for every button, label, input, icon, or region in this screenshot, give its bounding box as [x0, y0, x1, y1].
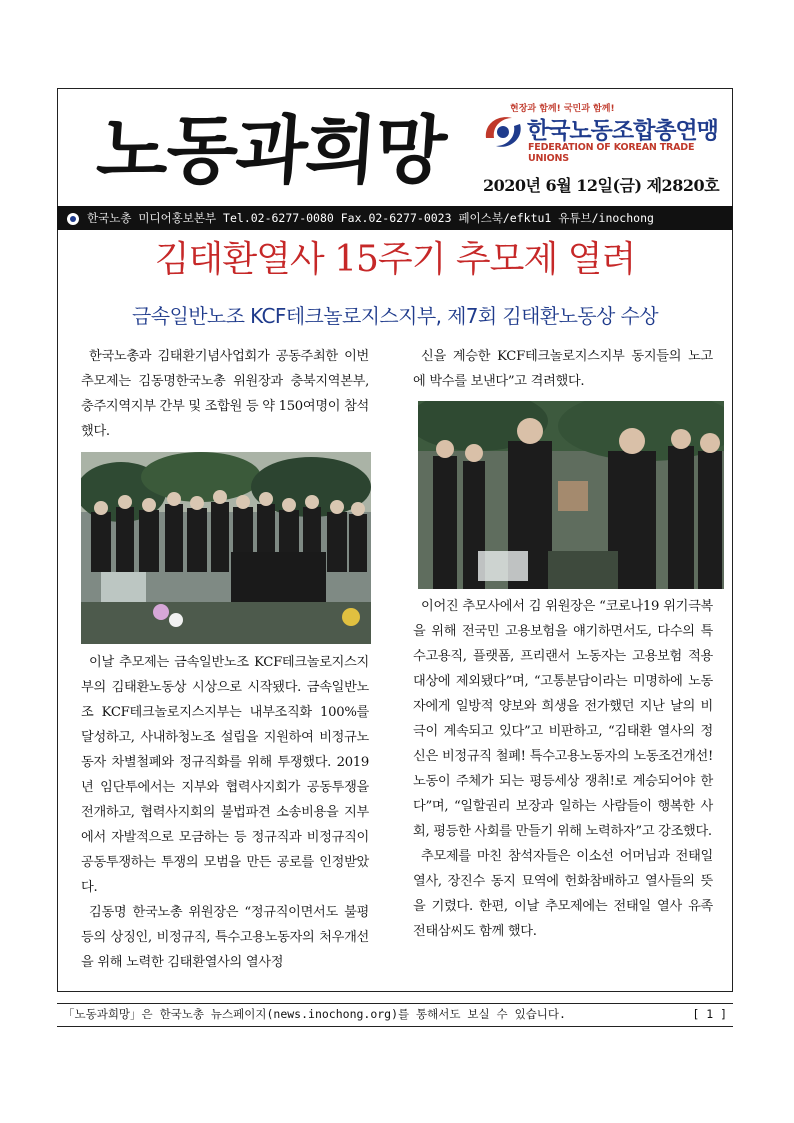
footer: [57, 1003, 733, 1027]
masthead: [57, 88, 733, 206]
right-column-top: [413, 344, 713, 394]
paragraph: 이날 추모제는 금속일반노조 KCF테크놀로지스지부의 김태환노동상 시상으로 시작됐다. 금속일반노조 KCF테크놀로지스지부는 내부조직화 100%를 달성하고, 사내하청노조 설립을 지원하여 비정규노동자 차별철폐와 정규직화를 위해 투쟁했다. 2019년 임단투에서는 지부와 협력사지회가 공동투쟁을 전개하고, 협력사지회의 불법파견 소송비용을 지부에서 자발적으로 모금하는 등 정규직과 비정규직이 공동투쟁하는 투쟁의 모범을 만든 공로를 인정받았다.: [81, 655, 369, 895]
contact-text: 한국노총 미디어홍보본부 Tel.02-6277-0080 Fax.02-6277-0023 페이스북/efktu1 유튜브/inochong: [87, 211, 654, 225]
issue-date: 2020년 6월 12일(금) 제2820호: [483, 176, 720, 195]
paragraph: 이어진 추모사에서 김 위원장은 “코로나19 위기극복을 위해 전국민 고용보험을 얘기하면서도, 다수의 특수고용직, 플랫폼, 프리랜서 노동자는 고용보험 적용대상에 제외됐다”며, “고통분담이라는 미명하에 노동자에게 일방적 양보와 희생을 전가했던 지난 날의 비극이 계속되고 있다”고 비판하고, “김태환 열사의 정신은 비정규직 철폐! 특수고용노동자의 노동조건개선! 노동이 주체가 되는 평등세상 쟁취!로 계승되어야 한다”며, “일할권리 보장과 일하는 사람들이 행복한 사회, 평등한 사회를 만들기 위해 노력하자”고 강조했다.: [413, 599, 713, 839]
page-number: [ 1 ]: [692, 1007, 727, 1021]
org-name-kr: 한국노동조합총연맹: [527, 118, 718, 144]
org-name-en: FEDERATION OF KOREAN TRADE UNIONS: [528, 142, 695, 164]
slogan: 현장과 함께! 국민과 함께!: [510, 104, 615, 114]
paragraph: 추모제를 마친 참석자들은 이소선 어머님과 전태일 열사, 장진수 동지 묘역에 헌화참배하고 열사들의 뜻을 기렸다. 한편, 이날 추모제에는 전태일 열사 유족 전태삼씨도 함께 했다.: [413, 849, 713, 939]
subheadline: 금속일반노조 KCF테크놀로지스지부, 제7회 김태환노동상 수상: [132, 304, 658, 328]
right-column-bottom: [413, 594, 713, 944]
paragraph: 김동명 한국노총 위원장은 “정규직이면서도 불평등의 상징인, 비정규직, 특수고용노동자의 처우개선을 위해 노력한 김태환열사의 열사정: [81, 905, 369, 970]
fktu-logo-icon: [480, 110, 526, 152]
fktu-mini-logo-icon: [67, 213, 79, 225]
award-presentation-photo: [418, 401, 724, 589]
newsletter-title: 노동과희망: [93, 108, 448, 194]
paragraph: 신을 계승한 KCF테크놀로지스지부 동지들의 노고에 박수를 보낸다”고 격려했다.: [413, 349, 713, 389]
footer-text: 「노동과희망」은 한국노총 뉴스페이지(news.inochong.org)를 통해서도 보실 수 있습니다.: [63, 1007, 566, 1021]
left-column-bottom: [81, 650, 369, 975]
contact-bar: [57, 206, 733, 230]
left-column-top: [81, 344, 369, 444]
paragraph: 한국노총과 김태환기념사업회가 공동주최한 이번 추모제는 김동명한국노총 위원장과 충북지역본부, 충주지역지부 간부 및 조합원 등 약 150여명이 참석했다.: [81, 349, 369, 439]
memorial-crowd-photo: [81, 452, 371, 644]
headline: 김태환열사 15주기 추모제 열려: [154, 239, 636, 280]
